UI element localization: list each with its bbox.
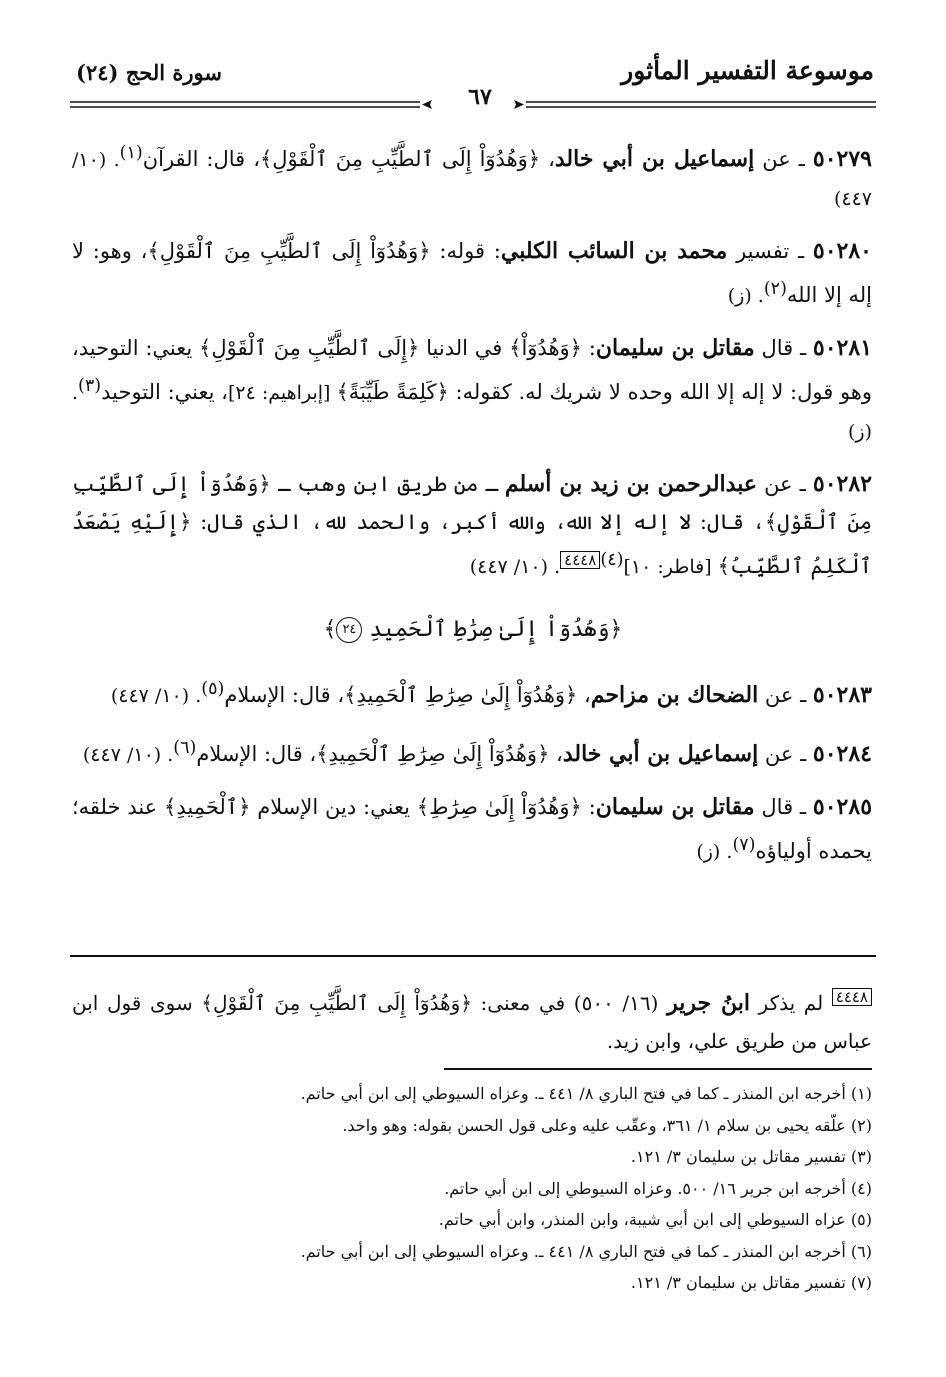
footnote-6: (٦) أخرجه ابن المنذر ـ كما في فتح الباري ٨/ ٤٤١ ـ. وعزاه السيوطي إلى ابن أبي حاتم. [300, 1241, 872, 1261]
entry-text: ، يعني: التوحيد [101, 380, 228, 404]
quran-quote: ﴿وَهُدُوٓاْ إِلَى ٱلطَّيِّبِ مِنَ ٱلْقَوْلِ﴾ [201, 991, 472, 1015]
entry-50280 [72, 232, 872, 315]
footnote-marker[interactable]: (٢) [763, 279, 787, 299]
volume-reference: . (ز) [696, 841, 733, 863]
quran-quote: ﴿ٱلْحَمِيدِ﴾ [164, 795, 251, 819]
entry-number: ٥٠٢٧٩ [812, 146, 872, 172]
narrator-name: مقاتل بن سليمان [595, 794, 755, 820]
volume-reference: . (١٠/ ٤٤٧) [82, 744, 174, 766]
entry-50283 [72, 670, 872, 715]
entry-lead: ـ عن [756, 472, 813, 496]
quran-quote: ﴿وَهُدُوٓاْ إِلَى ٱلطَّيِّبِ مِنَ ٱلْقَوْلِ﴾ [72, 472, 872, 534]
header-rule [70, 98, 876, 112]
entry-text: في الدنيا [419, 336, 510, 360]
narrator-name: الضحاك بن مزاحم [590, 682, 759, 708]
footnotes [72, 1078, 872, 1299]
commentary-note [72, 984, 872, 1060]
entry-number: ٥٠٢٨٥ [812, 794, 873, 820]
quran-quote: ﴿وَهُدُوٓاْ إِلَى ٱلطَّيِّبِ مِنَ ٱلْقَوْلِ﴾ [147, 239, 431, 263]
entry-text: ـ من طريق ابن وهب ـ [270, 472, 505, 496]
footnote-marker[interactable]: (٧) [732, 835, 756, 855]
narrator-name: عبدالرحمن بن زيد بن أسلم [504, 471, 757, 497]
entry-50284 [72, 729, 872, 774]
note-text: (١٦/ ٥٠٠) في معنى: [471, 991, 668, 1015]
footnote-4: (٤) أخرجه ابن جرير ١٦/ ٥٠٠. وعزاه السيوطي إلى ابن أبي حاتم. [444, 1178, 872, 1198]
entry-number: ٥٠٢٨٤ [812, 741, 872, 767]
footnotes-divider [444, 1068, 872, 1070]
entry-lead: ـ تفسير [727, 239, 813, 263]
entries-bottom [72, 670, 872, 885]
quran-quote: ﴿كَلِمَةً طَيِّبَةً﴾ [336, 380, 449, 404]
footnote-marker[interactable]: (٣) [78, 376, 102, 396]
footnote-marker[interactable]: (٤) [600, 550, 624, 570]
surah-reference: [إبراهيم: ٢٤] [227, 382, 337, 404]
entry-text: : [581, 336, 596, 360]
entry-text: ، قال: الإسلام [196, 742, 317, 766]
entry-text: ، [549, 742, 563, 766]
volume-reference: . (ز) [72, 382, 872, 443]
quran-quote: ﴿وَهُدُوٓاْ إِلَىٰ صِرَٰطِ﴾ [416, 795, 582, 819]
quran-quote: ﴿وَهُدُوٓاْ إِلَىٰ صِرَٰطِ ٱلْحَمِيدِ﴾ [344, 683, 578, 707]
entry-50282 [72, 465, 872, 586]
footnote-5: (٥) عزاه السيوطي إلى ابن أبي شيبة، وابن المنذر، وابن أبي حاتم. [438, 1210, 872, 1229]
entry-text: يعني: دين الإسلام [250, 795, 417, 819]
entry-lead: ـ عن [758, 683, 813, 707]
footnote-3: (٣) تفسير مقاتل بن سليمان ٣/ ١٢١. [630, 1147, 872, 1166]
entry-text: ، قال: الإسلام [224, 683, 345, 707]
quran-quote: ﴿وَهُدُوٓاْ إِلَى ٱلطَّيِّبِ مِنَ ٱلْقَوْلِ﴾ [259, 147, 541, 171]
volume-reference: . (ز) [727, 285, 764, 307]
entry-text: عند خلقه؛ يحمده أولياؤه [72, 795, 872, 863]
entry-lead: ـ قال [754, 795, 813, 819]
entry-50285 [72, 788, 872, 871]
entry-text: ، قال: لا إله إلا الله، والله أكبر، والحمد لله، الذي قال: [191, 510, 765, 534]
entry-number: ٥٠٢٨١ [812, 335, 873, 361]
commentary-box-marker[interactable]: ٤٤٤٨ [832, 988, 872, 1006]
footnote-marker[interactable]: (٥) [201, 679, 225, 699]
commentary-box-marker[interactable]: ٤٤٤٨ [560, 551, 600, 569]
entry-number: ٥٠٢٨٣ [812, 682, 872, 708]
surah-reference: [فاطر: ١٠] [623, 556, 718, 578]
quran-quote: ﴿إِلَى ٱلطَّيِّبِ مِنَ ٱلْقَوْلِ﴾ [199, 336, 420, 360]
volume-reference: . (١٠/ ٤٤٧) [110, 685, 202, 707]
narrator-name: ابنُ جرير [667, 990, 750, 1016]
quran-quote: ﴿وَهُدُوٓاْ إِلَىٰ صِرَٰطِ ٱلْحَمِيدِ﴾ [316, 742, 550, 766]
entry-text: ، [577, 683, 591, 707]
narrator-name: مقاتل بن سليمان [595, 335, 755, 361]
entry-number: ٥٠٢٨٢ [812, 471, 872, 497]
entry-text: : قوله: [430, 239, 501, 263]
entry-number: ٥٠٢٨٠ [812, 238, 872, 264]
ayah-number-circle: ٢٤ [336, 617, 362, 643]
note-text: سوى قول ابن عباس من طريق علي، وابن زيد. [72, 991, 872, 1053]
ayah-text: ﴿وَهُدُوٓاْ إِلَىٰ صِرَٰطِ ٱلْحَمِيدِ [369, 617, 623, 642]
entry-text: يعني: التوحيد، وهو قول: لا إله إلا الله وحده لا شريك له. كقوله: [72, 336, 873, 404]
footnote-7: (٧) تفسير مقاتل بن سليمان ٣/ ١٢١. [630, 1273, 872, 1292]
entries-top [72, 134, 872, 600]
volume-reference: . (١٠/ ٤٤٧) [469, 556, 561, 578]
quran-quote: ﴿وَهُدُوٓاْ﴾ [509, 336, 582, 360]
footnote-marker[interactable]: (١) [119, 143, 143, 163]
volume-reference: . (١٠/ ٤٤٧) [72, 149, 872, 210]
entry-lead: ـ قال [754, 336, 813, 360]
ayah-heading [100, 612, 846, 648]
entry-text: ، قال: القرآن [142, 147, 260, 171]
entry-50281 [72, 329, 872, 451]
narrator-name: إسماعيل بن أبي خالد [554, 146, 755, 172]
ayah-close-bracket: ﴾ [323, 617, 337, 642]
page-number: ٦٧ [468, 84, 492, 110]
narrator-name: محمد بن السائب الكلبي [500, 238, 728, 264]
entry-text: ، [540, 147, 555, 171]
surah-title: سورة الحج (٢٤) [76, 60, 222, 85]
entry-50279 [72, 134, 872, 218]
entry-lead: ـ عن [754, 147, 813, 171]
commentary-divider [70, 955, 876, 957]
entry-text: ، وهو: لا إله إلا الله [72, 239, 872, 307]
note-lead: لم يذكر [749, 991, 832, 1015]
book-title: موسوعة التفسير المأثور [621, 56, 874, 85]
footnote-2: (٢) علّقه يحيى بن سلام ١/ ٣٦١، وعقّب عليه وعلى قول الحسن بقوله: وهو واحد. [342, 1115, 872, 1135]
footnote-1: (١) أخرجه ابن المنذر ـ كما في فتح الباري ٨/ ٤٤١ ـ. وعزاه السيوطي إلى ابن أبي حاتم. [300, 1084, 872, 1103]
narrator-name: إسماعيل بن أبي خالد [562, 741, 759, 767]
entry-lead: ـ عن [758, 742, 813, 766]
footnote-marker[interactable]: (٦) [173, 738, 197, 758]
quran-quote: ﴿إِلَيْهِ يَصْعَدُ ٱلْكَلِمُ ٱلطَّيِّبُ﴾ [72, 510, 872, 578]
entry-text: : [581, 795, 596, 819]
